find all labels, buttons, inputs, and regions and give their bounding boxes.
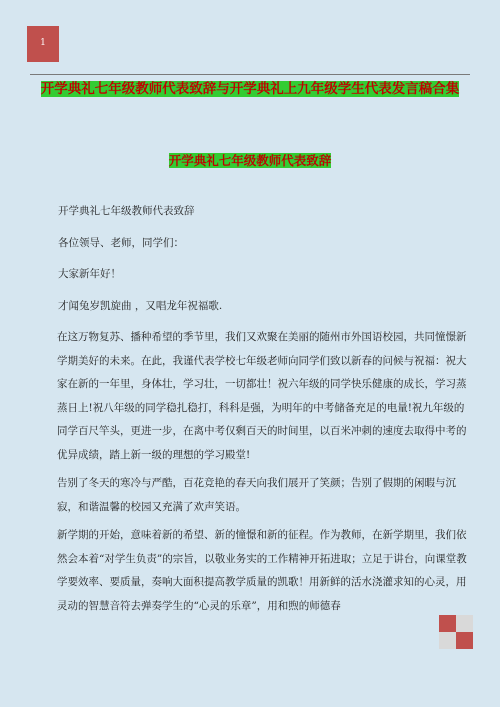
- paragraph-3: 新学期的开始，意味着新的希望、新的憧憬和新的征程。作为教师，在新学期里，我们依然会本着“对学生负责”的宗旨，以敬业务实的工作精神开拓进取；立足于讲台，向课堂教学要效率、要质量，奏响大面积提高教学质量的凯歌！用新鲜的活水浇灌求知的心灵，用灵动的智慧音符去弹奏学生的“心灵的乐章”，用和煦的师德春: [57, 529, 467, 612]
- greeting: 大家新年好！: [58, 268, 121, 280]
- square-red-bottom-right: [456, 632, 473, 649]
- document-title-text: 开学典礼七年级教师代表致辞与开学典礼上九年级学生代表发言稿合集: [40, 81, 460, 97]
- square-gray-bottom-left: [439, 632, 456, 649]
- header-divider: [30, 74, 470, 75]
- body-line-heading: 开学典礼七年级教师代表致辞: [58, 205, 195, 217]
- page-number: 1: [40, 38, 46, 48]
- opening-verse: 才闻兔岁凯旋曲 ，又唱龙年祝福歌.: [58, 299, 223, 312]
- paragraph-1: 在这万物复苏、播种希望的季节里，我们又欢聚在美丽的随州市外国语校园，共同憧憬新学期美好的未来。在此，我谨代表学校七年级老师向同学们致以新春的问候与祝福：祝大家在新的一年里，身体壮，学习壮，一切都壮！祝六年级的同学快乐健康的成长，学习蒸蒸日上!祝八年级的同学稳扎稳打，科科是强，为明年的中考储备充足的电量!祝九年级的同学百尺竿头，更进一步，在离中考仅剩百天的时间里，以百米冲刺的速度去取得中考的优异成绩，踏上新一级的理想的学习殿堂!: [57, 331, 467, 461]
- document-body: [58, 200, 468, 623]
- section-title-text: 开学典礼七年级教师代表致辞: [168, 153, 332, 168]
- square-gray-top-right: [456, 615, 473, 632]
- page-number-badge: [27, 26, 59, 62]
- document-title: [30, 80, 470, 98]
- four-squares-icon: [439, 615, 473, 649]
- square-red-top-left: [439, 615, 456, 632]
- section-title: [30, 151, 470, 169]
- salutation: 各位领导、老师，同学们：: [58, 236, 184, 249]
- paragraph-2: 告别了冬天的寒冷与严酷，百花竞艳的春天向我们展开了笑颜；告别了假期的闲暇与沉寂，和谐温馨的校园又充满了欢声笑语。: [57, 477, 456, 513]
